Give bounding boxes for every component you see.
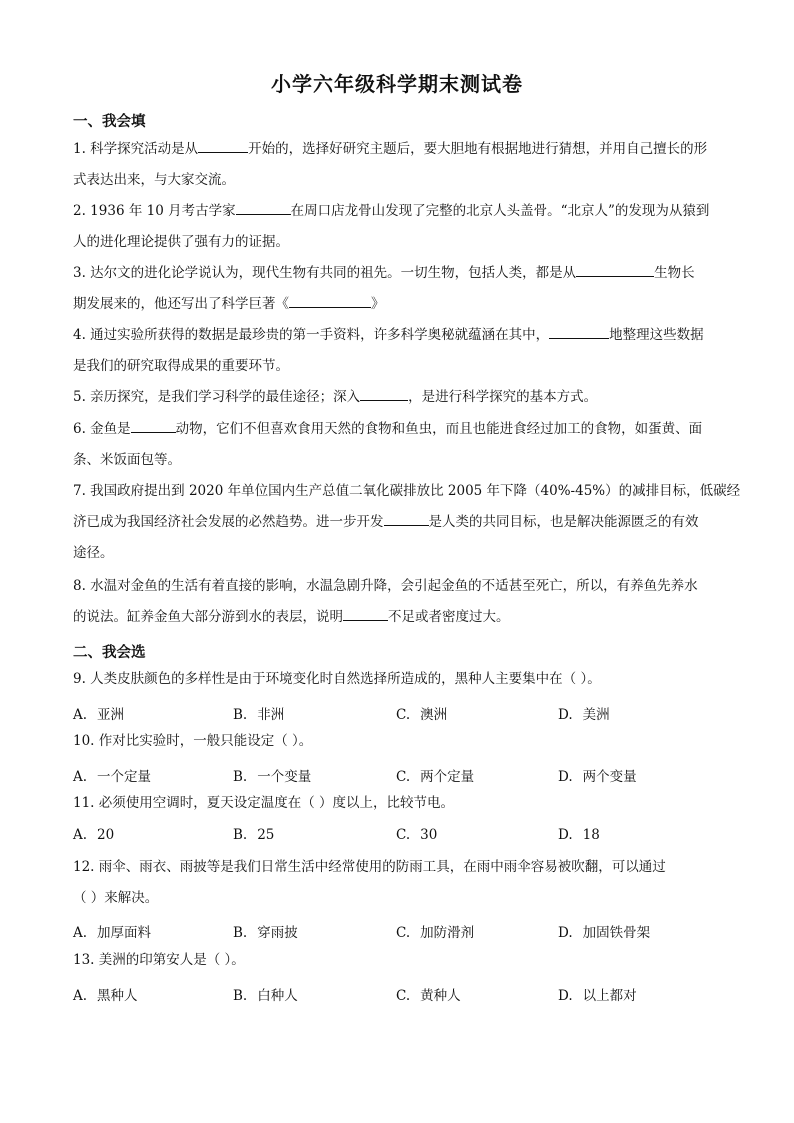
question-12-options — [73, 921, 723, 941]
answer-blank[interactable] — [131, 418, 176, 433]
answer-blank[interactable] — [289, 293, 371, 308]
option-b[interactable]: B. 非洲 — [233, 707, 285, 723]
question-9-options — [73, 703, 723, 723]
question-11: 11. 必须使用空调时，夏天设定温度在（ ）度以上，比较节电。 — [73, 795, 455, 811]
answer-blank[interactable] — [576, 262, 654, 277]
question-8: 8. 水温对金鱼的生活有着直接的影响，水温急剧升降，会引起金鱼的不适甚至死亡，所以，有养鱼先养水 的说法。缸养金鱼大部分游到水的表层，说明 不足或者密度过大。 — [73, 578, 698, 625]
question-10-options — [73, 765, 723, 785]
option-d[interactable]: D. 以上都对 — [558, 988, 637, 1004]
section-heading-choose: 二、我会选 — [73, 644, 146, 661]
question-6: 6. 金鱼是 动物，它们不但喜欢食用天然的食物和鱼虫，而且也能进食经过加工的食物，如蛋黄、面 条、米饭面包等。 — [73, 414, 723, 476]
question-12: 12. 雨伞、雨衣、雨披等是我们日常生活中经常使用的防雨工具，在雨中雨伞容易被吹翻，可以通过 （ ）来解决。 — [73, 859, 666, 906]
question-13-options — [73, 984, 723, 1004]
question-9: 9. 人类皮肤颜色的多样性是由于环境变化时自然选择所造成的，黑种人主要集中在（ ）。 — [73, 671, 601, 687]
option-c[interactable]: C. 澳洲 — [396, 707, 448, 723]
question-5: 5. 亲历探究，是我们学习科学的最佳途径；深入 ，是进行科学探究的基本方式。 — [73, 382, 723, 413]
option-d[interactable]: D. 美洲 — [558, 707, 610, 723]
question-2: 2. 1936 年 10 月考古学家 在周口店龙骨山发现了完整的北京人头盖骨。“北京人”的发现为从猿到 人的进化理论提供了强有力的证据。 — [73, 196, 723, 258]
option-c[interactable]: C. 加防滑剂 — [396, 925, 475, 941]
option-a[interactable]: A. 一个定量 — [73, 769, 152, 785]
answer-blank[interactable] — [198, 138, 248, 153]
page-title: 小学六年级科学期末测试卷 — [271, 72, 523, 96]
option-a[interactable]: A. 黑种人 — [73, 988, 138, 1004]
section-heading-fill: 一、我会填 — [73, 113, 146, 130]
option-d[interactable]: D. 18 — [558, 827, 600, 843]
answer-blank[interactable] — [343, 606, 388, 621]
option-c[interactable]: C. 两个定量 — [396, 769, 475, 785]
question-7: 7. 我国政府提出到 2020 年单位国内生产总值二氧化碳排放比 2005 年下降（40%-45%）的减排目标，低碳经 济已成为我国经济社会发展的必然趋势。进一步开发 是人类的共同目标，也是解决能源匮乏的有效 途径。 — [73, 483, 741, 561]
question-3: 3. 达尔文的进化论学说认为，现代生物有共同的祖先。一切生物，包括人类，都是从 生物长 期发展来的，他还写出了科学巨著《 》 — [73, 258, 723, 320]
option-c[interactable]: C. 黄种人 — [396, 988, 461, 1004]
question-10: 10. 作对比实验时，一般只能设定（ ）。 — [73, 733, 313, 749]
question-4: 4. 通过实验所获得的数据是最珍贵的第一手资料，许多科学奥秘就蕴涵在其中， 地整理这些数据 是我们的研究取得成果的重要环节。 — [73, 320, 723, 382]
option-c[interactable]: C. 30 — [396, 827, 438, 843]
question-13: 13. 美洲的印第安人是（ ）。 — [73, 952, 245, 968]
question-11-options — [73, 827, 723, 847]
option-b[interactable]: B. 25 — [233, 827, 275, 843]
answer-blank[interactable] — [549, 324, 609, 339]
option-a[interactable]: A. 加厚面料 — [73, 925, 152, 941]
answer-blank[interactable] — [384, 511, 429, 526]
option-a[interactable]: A. 20 — [73, 827, 115, 843]
option-b[interactable]: B. 白种人 — [233, 988, 298, 1004]
answer-blank[interactable] — [360, 386, 408, 401]
option-d[interactable]: D. 两个变量 — [558, 769, 637, 785]
question-1: 1. 科学探究活动是从 开始的，选择好研究主题后，要大胆地有根据地进行猜想，并用自己擅长的形 式表达出来，与大家交流。 — [73, 134, 723, 196]
answer-blank[interactable] — [236, 200, 291, 215]
option-b[interactable]: B. 穿雨披 — [233, 925, 298, 941]
option-d[interactable]: D. 加固铁骨架 — [558, 925, 651, 941]
option-a[interactable]: A. 亚洲 — [73, 707, 125, 723]
option-b[interactable]: B. 一个变量 — [233, 769, 312, 785]
